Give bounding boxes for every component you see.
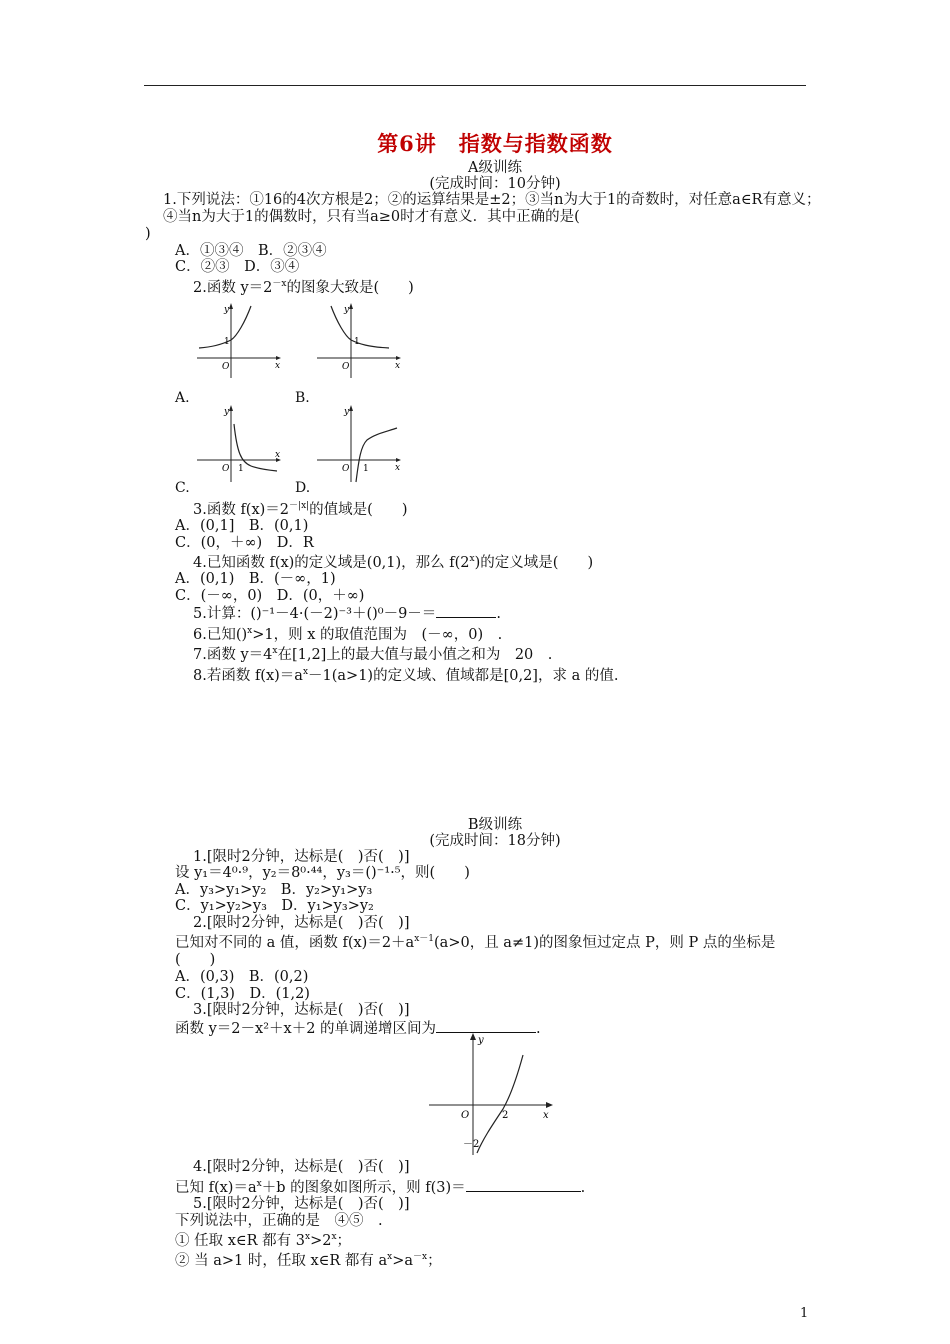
b-q5-item2-mid: >a bbox=[392, 1253, 414, 1270]
b-q2-pre: 已知对不同的 a 值，函数 f(x)＝2＋a bbox=[175, 935, 415, 952]
a-q4-sup: x bbox=[469, 554, 475, 565]
b-graph-y-label: y bbox=[478, 1035, 484, 1047]
graph-c-label: C. bbox=[175, 479, 190, 496]
b-q5-item2-pre: ② 当 a>1 时，任取 x∈R 都有 a bbox=[175, 1253, 388, 1270]
b-q2-sup: x－1 bbox=[414, 934, 435, 945]
a-q5-blank bbox=[436, 604, 496, 618]
graph-c-x-label: x bbox=[275, 449, 281, 460]
a-q5 bbox=[175, 604, 815, 623]
b-q2-opt-cd: C．(1,3) D．(1,2) bbox=[175, 985, 310, 1002]
graph-d-one: 1 bbox=[363, 463, 369, 474]
b-q3-head: 3.[限时2分钟，达标是( )否( )] bbox=[193, 1002, 410, 1019]
b-q4-post: ＋b 的图象如图所示，则 f(3)＝ bbox=[261, 1179, 466, 1196]
page-title: 第6讲 指数与指数函数 bbox=[377, 131, 613, 156]
section-a-time: (完成时间：10分钟) bbox=[429, 176, 561, 192]
b-q5-head: 5.[限时2分钟，达标是( )否( )] bbox=[193, 1196, 410, 1213]
b-q1-opt-ab: A．y₃>y₁>y₂ B．y₂>y₁>y₃ bbox=[175, 881, 373, 898]
a-q7-sup: x bbox=[272, 646, 278, 657]
b-q2-stem bbox=[145, 931, 805, 969]
b-q5-item1-pre: ① 任取 x∈R 都有 3 bbox=[175, 1232, 305, 1249]
page-number: 1 bbox=[800, 1306, 809, 1321]
graph-c-one: 1 bbox=[238, 463, 244, 474]
a-q5-text: 5.计算：()⁻¹－4·(－2)⁻³＋()⁰－9－＝ bbox=[193, 606, 437, 623]
b-graph-x-label: x bbox=[543, 1110, 549, 1122]
graph-a bbox=[193, 300, 285, 380]
a-q6 bbox=[175, 623, 815, 643]
b-q1-head: 1.[限时2分钟，达标是( )否( )] bbox=[193, 848, 410, 865]
b-graph-two: 2 bbox=[502, 1110, 509, 1122]
a-q4-opt-cd: C．(－∞，0) D．(0，＋∞) bbox=[175, 587, 365, 604]
graph-a-y-label: y bbox=[224, 304, 230, 315]
a-q6-sup: x bbox=[247, 625, 253, 636]
b-q5-item1-mid: >2 bbox=[310, 1232, 332, 1249]
graph-b bbox=[313, 300, 405, 380]
a-q1-opt-ab: A．①③④ B．②③④ bbox=[175, 242, 327, 259]
graph-d-origin: O bbox=[342, 463, 350, 474]
graph-d-x-label: x bbox=[395, 462, 401, 473]
b-q5-item1-sup2: x bbox=[331, 1232, 337, 1243]
a-q2-stem bbox=[175, 276, 815, 296]
a-q1-text: 1.下列说法：①16的4次方根是2；②的运算结果是±2；③当n为大于1的奇数时，对任意a∈R有意义；④当n为大于1的偶数时，只有当a≥0时才有意义．其中正确的是( bbox=[163, 192, 821, 225]
a-q4-opt-ab: A．(0,1) B．(－∞，1) bbox=[175, 571, 336, 588]
header-rule bbox=[144, 85, 806, 86]
b-graph-origin: O bbox=[461, 1110, 470, 1122]
graph-b-y-label: y bbox=[344, 304, 350, 315]
b-graph-neg-two: －2 bbox=[463, 1139, 480, 1151]
b-q4-pre: 已知 f(x)＝a bbox=[175, 1179, 257, 1196]
a-q7-post: 在[1,2]上的最大值与最小值之和为 20 . bbox=[277, 647, 553, 664]
b-q4-stem bbox=[175, 1176, 815, 1196]
a-q7 bbox=[175, 643, 815, 663]
a-q3-opt-ab: A．(0,1] B．(0,1) bbox=[175, 518, 309, 535]
b-q5-item-1 bbox=[175, 1229, 815, 1249]
a-q3-opt-cd: C．(0，＋∞) D．R bbox=[175, 534, 314, 551]
graph-a-label: A. bbox=[175, 389, 190, 406]
a-q5-end: . bbox=[496, 606, 501, 623]
b-q5-item2-sup2: －x bbox=[413, 1252, 428, 1263]
a-q2-graphs bbox=[175, 298, 815, 498]
answer-space bbox=[175, 684, 815, 817]
graph-c-y-label: y bbox=[224, 406, 230, 417]
a-q4-pre: 4.已知函数 f(x)的定义域是(0,1)，那么 f(2 bbox=[193, 554, 470, 571]
a-q8-post: －1(a>1)的定义域、值域都是[0,2]，求 a 的值. bbox=[308, 667, 619, 684]
b-q4-graph bbox=[425, 1031, 565, 1159]
a-q2-sup: －x bbox=[272, 278, 287, 289]
a-q6-post: >1，则 x 的取值范围为 (－∞，0) . bbox=[252, 626, 503, 643]
a-q4-post: )的定义域是( ) bbox=[474, 554, 594, 571]
b-q1-opt-cd: C．y₁>y₂>y₃ D．y₁>y₃>y₂ bbox=[175, 898, 374, 915]
graph-d bbox=[313, 402, 405, 484]
a-q6-pre: 6.已知() bbox=[193, 626, 248, 643]
graph-c-origin: O bbox=[222, 463, 230, 474]
b-q4-sup: x bbox=[256, 1178, 262, 1189]
a-q3-pre: 3.函数 f(x)＝2 bbox=[193, 501, 290, 518]
a-q7-pre: 7.函数 y＝4 bbox=[193, 647, 273, 664]
graph-b-x-label: x bbox=[395, 360, 401, 371]
section-b-heading: B级训练 bbox=[467, 816, 523, 833]
a-q1-stem-end: ) bbox=[145, 226, 151, 242]
b-q5-stem: 下列说法中，正确的是 ④⑤ . bbox=[175, 1212, 383, 1229]
a-q2-pre: 2.函数 y＝2 bbox=[193, 279, 273, 296]
a-q1-stem bbox=[145, 192, 823, 226]
graph-b-origin: O bbox=[342, 361, 350, 372]
a-q2-post: 的图象大致是( ) bbox=[286, 279, 414, 296]
a-q4-stem bbox=[175, 551, 815, 571]
b-q5-item1-post: ； bbox=[336, 1232, 352, 1249]
graph-d-label: D. bbox=[295, 479, 311, 496]
graph-a-x-label: x bbox=[275, 360, 281, 371]
b-q3-text: 函数 y＝2－x²＋x＋2 的单调递增区间为 bbox=[175, 1020, 437, 1037]
worksheet bbox=[145, 128, 821, 1270]
graph-a-origin: O bbox=[222, 361, 230, 372]
a-q8-sup: x bbox=[302, 666, 309, 677]
b-q3-end: . bbox=[536, 1020, 541, 1037]
graph-d-y-label: y bbox=[344, 406, 350, 417]
graph-a-one: 1 bbox=[224, 336, 230, 347]
b-q5-item2-sup1: x bbox=[387, 1252, 393, 1263]
b-q5-item-2 bbox=[175, 1249, 815, 1269]
graph-b-label: B. bbox=[295, 389, 310, 406]
b-q5-item2-post: ； bbox=[427, 1253, 442, 1270]
b-q4-blank bbox=[466, 1178, 581, 1192]
b-q4-head: 4.[限时2分钟，达标是( )否( )] bbox=[193, 1159, 410, 1176]
b-q2-post: (a>0，且 a≠1)的图象恒过定点 P，则 P 点的坐标是( ) bbox=[175, 935, 776, 969]
a-q8-pre: 8.若函数 f(x)＝a bbox=[193, 667, 303, 684]
graph-b-one: 1 bbox=[354, 336, 360, 347]
b-q4-end: . bbox=[580, 1179, 586, 1196]
section-a-heading: A级训练 bbox=[468, 160, 522, 176]
graph-c bbox=[193, 402, 285, 484]
b-q5-item1-sup1: x bbox=[305, 1232, 311, 1243]
a-q3-stem bbox=[175, 498, 815, 518]
a-q8 bbox=[175, 664, 815, 684]
a-q1-opt-cd: C．②③ D．③④ bbox=[175, 259, 300, 275]
b-q1-stem: 设 y₁＝4⁰·⁹，y₂＝8⁰·⁴⁴，y₃＝()⁻¹·⁵，则( ) bbox=[175, 865, 470, 882]
a-q3-post: 的值域是( ) bbox=[309, 501, 408, 518]
a-q3-sup: －|x| bbox=[289, 500, 310, 511]
section-b-time: (完成时间：18分钟) bbox=[429, 832, 561, 849]
b-q2-opt-ab: A．(0,3) B．(0,2) bbox=[175, 969, 309, 986]
b-q4-figure-area bbox=[175, 1037, 815, 1159]
b-q2-head: 2.[限时2分钟，达标是( )否( )] bbox=[193, 914, 410, 931]
